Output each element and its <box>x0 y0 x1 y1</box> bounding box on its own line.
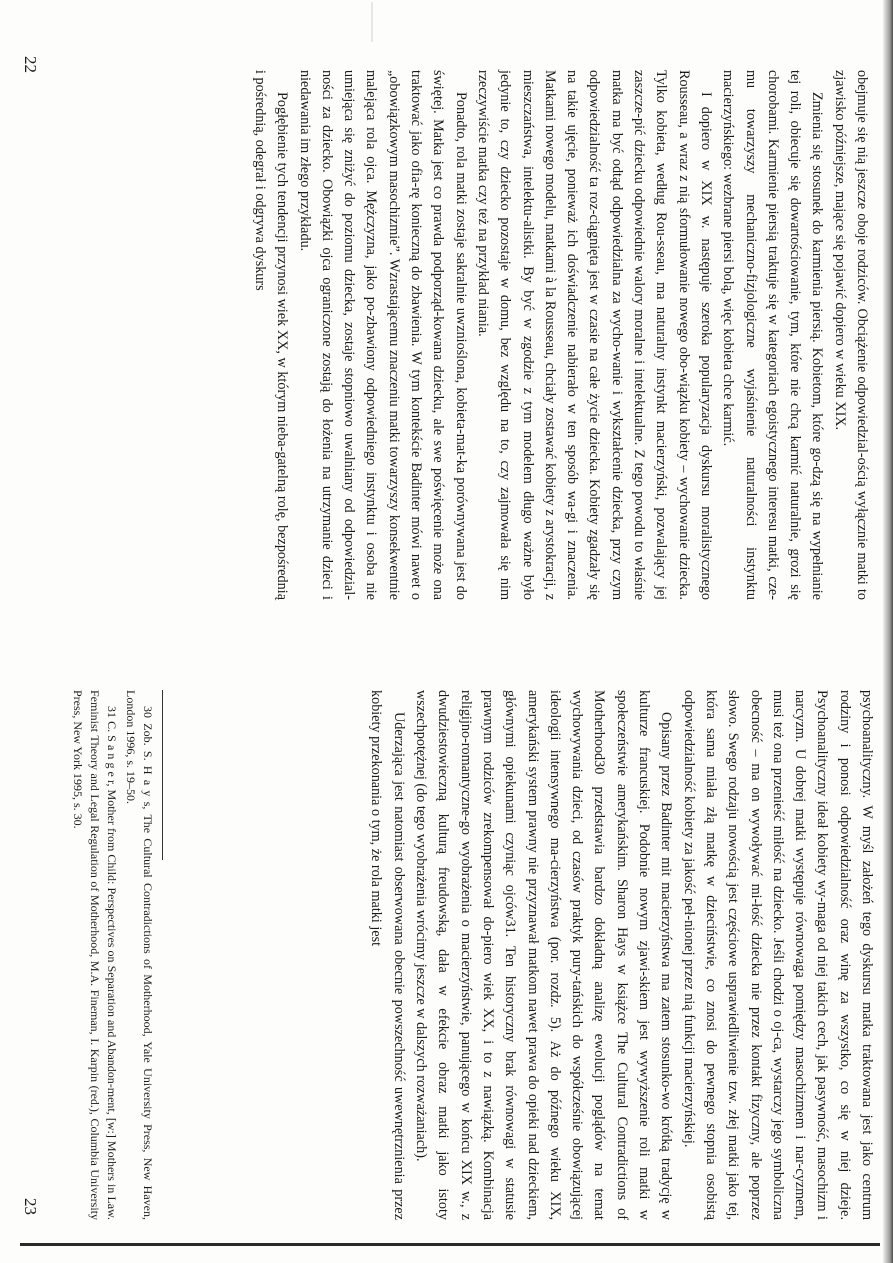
footnote-divider <box>162 690 163 860</box>
scan-artifact <box>371 2 373 42</box>
paragraph: psychoanalityczny. W myśl założeń tego dyskursu matka traktowana jest jako centrum rodziny i ponosi odpowiedzialność oraz winę za wszystko, co się w niej dzieje. Psychoanalityczny ideał kobiety wy-maga od niej takich cech, jak pasywność, masochizm i narcyzm. U dobrej matki występuje równowaga pomiędzy masochizmem i nar-cyzmem, musi też ona przenieść miłość na dziecko. Jeśli chodzi o oj-ca, wystarczy jego symboliczna obecność – ma on wywoływać mi-łość dziecka nie przez kontakt fizyczny, ale poprzez słowo. Swego rodzaju nowością jest częściowe usprawiedliwienie tzw. złej matki jako tej, która sama miała złą matkę w dzieciństwie, co znosi do pewnego stopnia osobistą odpowiedzialność kobiety za jakość peł-nionej przez nią funkcji macierzyńskiej. <box>680 690 875 1220</box>
right-page-body <box>365 690 878 1220</box>
paragraph: Zmienia się stosunek do karmienia piersią. Kobietom, które go-dzą się na wypełnianie tej roli, obiecuje się dowartościowanie, tym, które nie chcą karmić naturalnie, grozi się chorobami. Karmienie piersią traktuje się w kategoriach egoistycznego interesu matki, cze-mu towarzyszy mechaniczno-fizjologiczne wyjaśnienie naturalności instynktu macierzyńskiego: wezbrane piersi bolą, więc kobieta chce karmić. <box>720 70 826 600</box>
footnote: 31 C. S a n g e r, Mother from Child: Perspectives on Separation and Abandon-ment, [w:] Mothers in Law. Feminist Theory and Legal Regulation of Motherhood, M.A. Fineman, I. Karpin (red.), Columbia University Press, New York 1995, s. 30. <box>71 690 119 1220</box>
footnote: 30 Zob. S. H a y s, The Cultural Contradictions of Motherhood, Yale University Press, New Haven, London 1996, s. 19–50. <box>124 690 155 1220</box>
paragraph: obejmuje się nią jeszcze oboje rodziców. Obciążenie odpowiedzial-ością wyłącznie matki to zjawisko późniejsze, mające się pojawić dopiero w wieku XIX. <box>831 70 870 600</box>
left-page <box>0 70 893 600</box>
right-page <box>0 690 893 1220</box>
paragraph: Opisany przez Badinter mit macierzyństwa ma zatem stosunko-wo krótką tradycję w kulturze francuskiej. Podobnie nowym zjawi-skiem jest wywyższenie roli matki w społeczeństwie amerykańskim. Sharon Hays w książce The Cultural Contradictions of Motherhood30 przedstawia bardzo dokładną analizę ewolucji poglądów na temat wychowywania dzieci, od czasów praktyk pury-tańskich do współcześnie obowiązującej ideologii intensywnego ma-cierzyństwa (por. rozdz. 5). Aż do późnego wieku XIX, amerykański system prawny nie przyznawał matkom nawet prawa do opieki nad dzieckiem, głównymi opiekunami czyniąc ojców31. Ten historyczny brak równowagi w statusie prawnym rodziców zrekompensował do-piero wiek XX, i to z nawiązką. Kombinacja religijno-romantyczne-go wyobrażenia o macierzyństwie, panującego w końcu XIX w., z dwudziestowieczną kulturą freudowską, dała w efekcie obraz matki jako istoty wszechpotężnej (do tego wyobrażenia wrócimy jeszcze w dalszych rozważaniach). <box>413 690 675 1220</box>
paragraph: Pogłębienie tych tendencji przynosi wiek XX, w którym nieba-gatelną rolę, bezpośrednią i pośrednią, odegrał i odgrywa dyskurs <box>251 70 291 600</box>
page-number-right: 23 <box>21 1198 40 1215</box>
page-number-left: 22 <box>21 56 40 73</box>
paragraph: I dopiero w XIX w. następuje szeroka popularyzacja dyskursu moralistycznego Rousseau, a wraz z nią sformułowanie nowego obo-wiązku kobiety – wychowanie dziecka. Tylko kobieta, według Rou-sseau, ma naturalny instynkt macierzyński, pozwalający jej zaszcze-pić dziecku odpowiednie walory moralne i intelektualne. Z tego powodu to właśnie matka ma być odtąd odpowiedzialna za wycho-wanie i wykształcenie dziecka, przy czym odpowiedzialność ta roz-ciągnięta jest w czasie na całe życie dziecka. Kobiety zgadzały się na takie ujęcie, ponieważ ich doświadczenie nabierało w ten sposób wa-gi i znaczenia. Matkami nowego modelu, matkami à la Rousseau, chciały zostawać kobiety z arystokracji, z mieszczaństwa, intelektu-alistki. By być w zgodzie z tym modelem długo ważne było jedynie to, czy dziecko pozostaje w domu, bez względu na to, czy zajmowała się nim rzeczywiście matka czy też na przykład niania. <box>474 70 714 600</box>
left-page-body <box>249 70 873 600</box>
paragraph: Uderzająca jest natomiast obserwowana obecnie powszechność uwewnętrznienia przez kobiety przekonania o tym, że rola matki jest <box>368 690 407 1220</box>
footnotes <box>67 690 156 1220</box>
paragraph: Ponadto, rola matki zostaje sakralnie uwznioślona, kobieta-mat-ka porównywana jest do świętej. Matka jest co prawda podporząd-kowana dziecku, ale swe poświęcenie może ona traktować jako ofia-rę konieczną do zbawienia. W tym kontekście Badinter mówi nawet o „obowiązkowym masochizmie”. Wzrastającemu znaczeniu matki towarzyszy konsekwentnie malejąca rola ojca. Mężczyzna, jako po-zbawiony odpowiedniego instynktu i osoba nie umiejąca się zniżyć do poziomu dziecka, zostaje stopniowo uwalniany od odpowiedzial-ności za dziecko. Obowiązki ojca ograniczone zostają do łożenia na utrzymanie dzieci i niedawania im złego przykładu. <box>296 70 469 600</box>
